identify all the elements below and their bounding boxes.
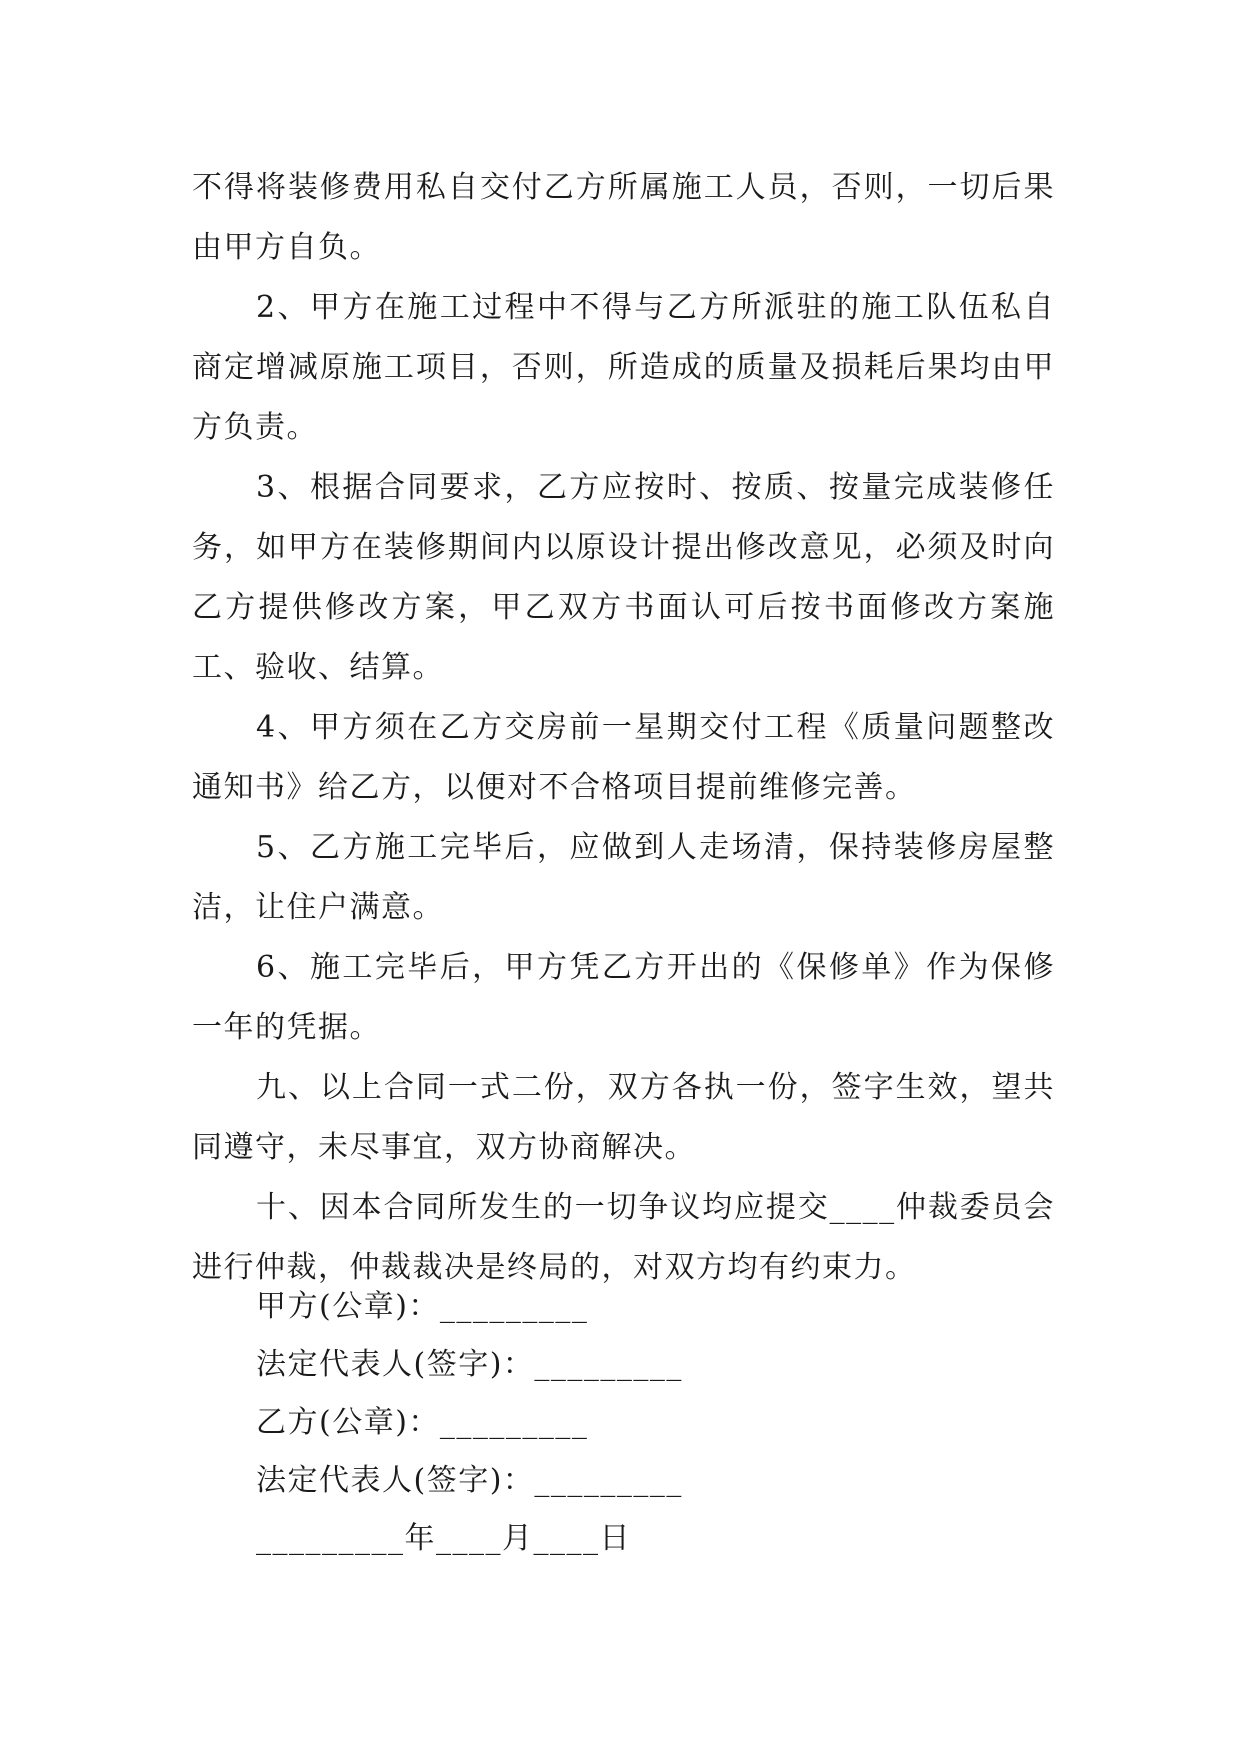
clause-paragraph-6: 6、施工完毕后，甲方凭乙方开出的《保修单》作为保修一年的凭据。 (192, 950, 1055, 1045)
date-line: _________年____月____日 (256, 1521, 631, 1556)
clause-paragraph-2: 2、甲方在施工过程中不得与乙方所派驻的施工队伍私自商定增减原施工项目，否则，所造成的质量及损耗后果均由甲方负责。 (192, 290, 1055, 445)
contract-body (192, 158, 1055, 1298)
clause-paragraph-continued: 不得将装修费用私自交付乙方所属施工人员，否则，一切后果由甲方自负。 (192, 170, 1055, 265)
clause-paragraph-nine: 九、以上合同一式二份，双方各执一份，签字生效，望共同遵守，未尽事宜，双方协商解决。 (192, 1070, 1055, 1165)
party-a-seal-line: 甲方(公章)：_________ (256, 1289, 589, 1324)
clause-paragraph-4: 4、甲方须在乙方交房前一星期交付工程《质量问题整改通知书》给乙方，以便对不合格项目提前维修完善。 (192, 710, 1055, 805)
clause-paragraph-3: 3、根据合同要求，乙方应按时、按质、按量完成装修任务，如甲方在装修期间内以原设计提出修改意见，必须及时向乙方提供修改方案，甲乙双方书面认可后按书面修改方案施工、验收、结算。 (192, 470, 1055, 685)
clause-paragraph-ten: 十、因本合同所发生的一切争议均应提交____仲裁委员会进行仲裁，仲裁裁决是终局的，对双方均有约束力。 (192, 1190, 1055, 1285)
clause-paragraph-5: 5、乙方施工完毕后，应做到人走场清，保持装修房屋整洁，让住户满意。 (192, 830, 1055, 925)
party-b-seal-line: 乙方(公章)：_________ (256, 1405, 589, 1440)
party-a-representative-line: 法定代表人(签字)：_________ (256, 1347, 683, 1382)
signature-block (256, 1278, 683, 1568)
party-b-representative-line: 法定代表人(签字)：_________ (256, 1463, 683, 1498)
